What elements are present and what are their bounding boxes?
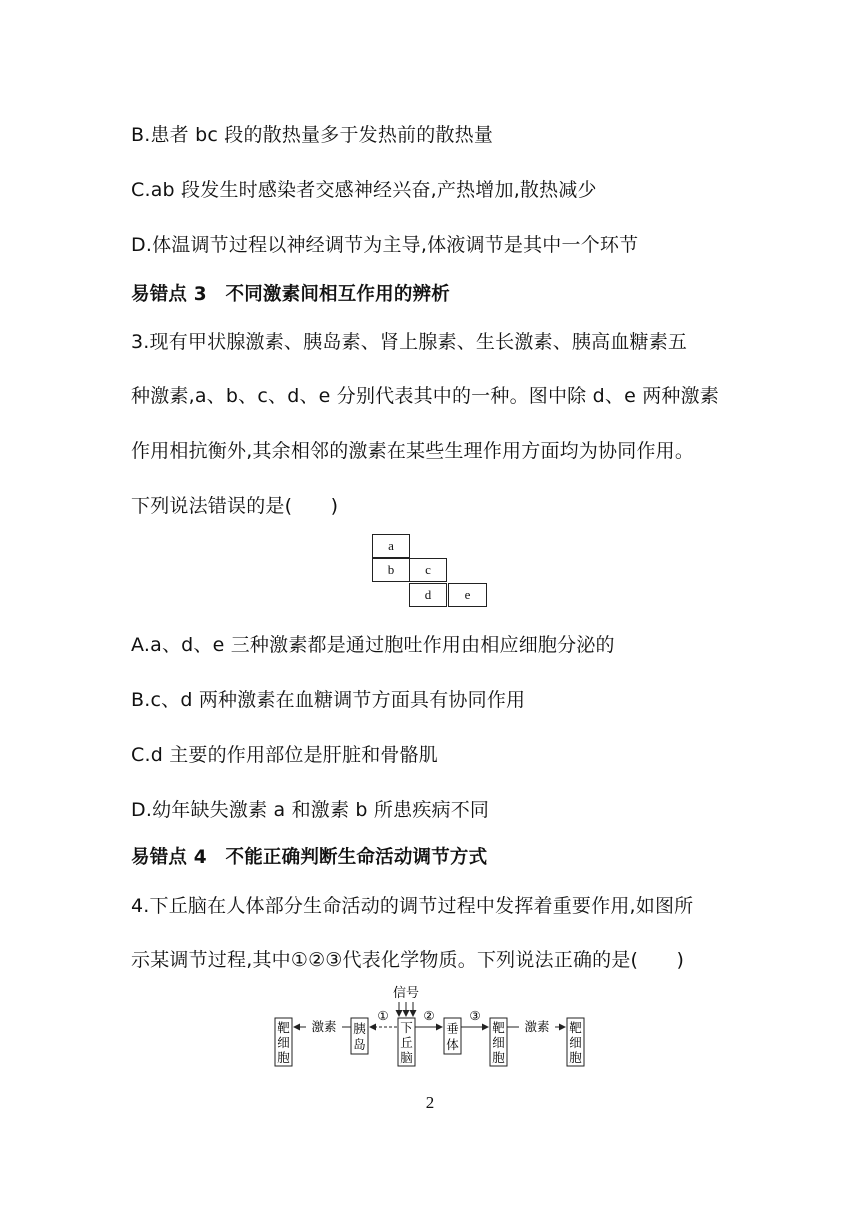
svg-text:靶: 靶 [569, 1020, 582, 1035]
regulation-diagram [0, 982, 860, 1067]
question-4-line-1: 4.下丘脑在人体部分生命活动的调节过程中发挥着重要作用,如图所 [131, 895, 694, 917]
svg-text:下: 下 [400, 1020, 413, 1035]
option-b-prev: B.患者 bc 段的散热量多于发热前的散热量 [131, 124, 494, 146]
option-3b: B.c、d 两种激素在血糖调节方面具有协同作用 [131, 689, 526, 711]
grid-cell-c: c [409, 558, 447, 582]
option-3d: D.幼年缺失激素 a 和激素 b 所患疾病不同 [131, 799, 490, 821]
svg-text:体: 体 [446, 1037, 459, 1052]
question-3-line-3: 作用相抗衡外,其余相邻的激素在某些生理作用方面均为协同作用。 [131, 440, 695, 462]
grid-cell-b: b [372, 558, 410, 582]
question-4-line-2: 示某调节过程,其中①②③代表化学物质。下列说法正确的是( ) [131, 949, 685, 971]
grid-cell-e: e [448, 583, 487, 607]
svg-text:细: 细 [492, 1035, 505, 1050]
svg-text:靶: 靶 [277, 1020, 290, 1035]
circle-1: ① [377, 1008, 389, 1023]
svg-text:垂: 垂 [446, 1021, 459, 1036]
page-number: 2 [425, 1093, 435, 1112]
circle-2: ② [423, 1008, 435, 1023]
svg-text:胞: 胞 [492, 1050, 505, 1065]
grid-cell-d: d [409, 583, 447, 607]
option-3c: C.d 主要的作用部位是肝脏和骨骼肌 [131, 744, 439, 766]
question-3-line-1: 3.现有甲状腺激素、胰岛素、肾上腺素、生长激素、胰高血糖素五 [131, 331, 688, 353]
svg-text:丘: 丘 [400, 1035, 413, 1050]
option-d-prev: D.体温调节过程以神经调节为主导,体液调节是其中一个环节 [131, 234, 639, 256]
svg-text:胰: 胰 [353, 1021, 366, 1036]
section-heading-4: 易错点 4 不能正确判断生命活动调节方式 [131, 847, 488, 868]
option-c-prev: C.ab 段发生时感染者交感神经兴奋,产热增加,散热减少 [131, 179, 597, 201]
circle-3: ③ [469, 1008, 481, 1023]
question-3-line-4: 下列说法错误的是( ) [131, 495, 339, 517]
svg-text:细: 细 [569, 1035, 582, 1050]
svg-text:靶: 靶 [492, 1020, 505, 1035]
svg-text:脑: 脑 [400, 1050, 413, 1065]
question-3-line-2: 种激素,a、b、c、d、e 分别代表其中的一种。图中除 d、e 两种激素 [131, 385, 720, 407]
svg-text:细: 细 [277, 1035, 290, 1050]
svg-text:岛: 岛 [353, 1037, 366, 1052]
hormone-label-left: 激素 [311, 1019, 337, 1034]
section-heading-3: 易错点 3 不同激素间相互作用的辨析 [131, 284, 450, 305]
option-3a: A.a、d、e 三种激素都是通过胞吐作用由相应细胞分泌的 [131, 634, 615, 656]
svg-text:胞: 胞 [277, 1050, 290, 1065]
grid-cell-a: a [372, 534, 410, 558]
svg-text:胞: 胞 [569, 1050, 582, 1065]
signal-label: 信号 [393, 986, 420, 1001]
hormone-label-right: 激素 [524, 1019, 550, 1034]
